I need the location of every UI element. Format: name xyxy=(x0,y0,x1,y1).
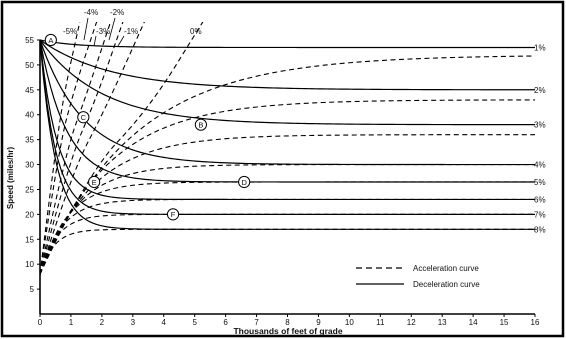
x-tick-label: 8 xyxy=(285,318,290,327)
top-grade-label-minus-3pct: -3% xyxy=(96,27,111,36)
top-grade-label-0pct: 0% xyxy=(190,27,202,36)
x-tick-label: 12 xyxy=(406,318,416,327)
y-tick-label: 50 xyxy=(25,60,34,70)
x-tick-label: 5 xyxy=(192,318,197,327)
y-tick-label: 45 xyxy=(25,85,34,95)
x-tick-label: 1 xyxy=(68,318,74,327)
top-grade-label-minus-1pct: -1% xyxy=(124,27,139,36)
point-marker-label-e: E xyxy=(91,177,97,187)
grade-label-6pct: 6% xyxy=(534,195,546,205)
x-tick-label: 10 xyxy=(344,318,354,327)
x-tick-label: 15 xyxy=(499,318,509,327)
x-tick-label: 6 xyxy=(223,318,228,327)
x-tick-label: 7 xyxy=(254,318,259,327)
y-tick-label: 40 xyxy=(25,110,34,120)
legend-deceleration-label: Deceleration curve xyxy=(413,280,480,289)
legend-acceleration-label: Acceleration curve xyxy=(413,264,479,273)
x-tick-label: 11 xyxy=(376,318,385,327)
top-grade-label-minus-2pct: -2% xyxy=(110,8,125,17)
top-grade-label-minus-4pct: -4% xyxy=(84,8,99,17)
grade-label-3pct: 3% xyxy=(534,120,546,130)
x-tick-label: 14 xyxy=(468,318,478,327)
x-axis-label: Thousands of feet of grade xyxy=(233,326,343,336)
x-tick-label: 13 xyxy=(437,318,447,327)
x-tick-label: 2 xyxy=(99,318,105,327)
y-axis-label: Speed (miles/hr) xyxy=(6,146,15,210)
point-marker-label-d: D xyxy=(241,177,247,187)
y-tick-label: 35 xyxy=(25,135,34,145)
y-tick-label: 25 xyxy=(25,185,34,195)
grade-label-5pct: 5% xyxy=(534,177,546,187)
y-tick-label: 30 xyxy=(25,160,34,170)
y-tick-label: 15 xyxy=(25,235,34,245)
grade-label-8pct: 8% xyxy=(534,225,546,235)
grade-label-2pct: 2% xyxy=(534,85,546,95)
point-marker-label-f: F xyxy=(170,210,176,220)
y-tick-label: 20 xyxy=(25,210,34,220)
x-tick-label: 0 xyxy=(37,318,43,327)
y-tick-label: 10 xyxy=(25,260,34,270)
x-tick-label: 16 xyxy=(530,318,540,327)
x-tick-label: 9 xyxy=(316,318,321,327)
x-tick-label: 3 xyxy=(130,318,136,327)
point-marker-label-a: A xyxy=(48,35,54,45)
point-marker-label-c: C xyxy=(80,113,87,123)
grade-label-7pct: 7% xyxy=(534,210,546,220)
top-grade-label-minus-5pct: -5% xyxy=(63,27,78,36)
x-tick-label: 4 xyxy=(161,318,166,327)
point-marker-label-b: B xyxy=(198,120,204,130)
y-tick-label: 5 xyxy=(29,285,34,295)
grade-label-1pct: 1% xyxy=(534,43,546,53)
y-tick-label: 55 xyxy=(25,36,34,45)
grade-label-4pct: 4% xyxy=(534,160,546,170)
